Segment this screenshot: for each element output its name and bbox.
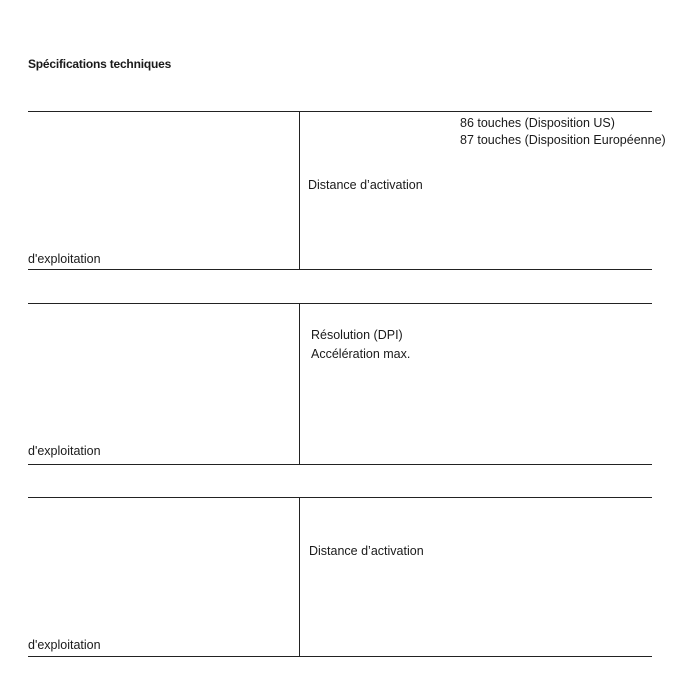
section-bottom-rule xyxy=(28,464,652,465)
max-acceleration-label: Accélération max. xyxy=(311,347,411,361)
section-bottom-rule xyxy=(28,269,652,270)
section-top-rule xyxy=(28,497,652,498)
column-divider xyxy=(299,111,300,269)
keys-us-text: 86 touches (Disposition US) xyxy=(460,116,615,130)
keys-eu-text: 87 touches (Disposition Européenne) xyxy=(460,133,666,147)
operating-label: d'exploitation xyxy=(28,444,101,458)
activation-distance-label: Distance d’activation xyxy=(308,178,423,192)
column-divider xyxy=(299,497,300,656)
column-divider xyxy=(299,303,300,464)
section-bottom-rule xyxy=(28,656,652,657)
operating-label: d'exploitation xyxy=(28,638,101,652)
resolution-label: Résolution (DPI) xyxy=(311,328,403,342)
operating-label: d'exploitation xyxy=(28,252,101,266)
page-title: Spécifications techniques xyxy=(28,57,172,71)
activation-distance-label: Distance d’activation xyxy=(309,544,424,558)
section-top-rule xyxy=(28,303,652,304)
section-top-rule xyxy=(28,111,652,112)
